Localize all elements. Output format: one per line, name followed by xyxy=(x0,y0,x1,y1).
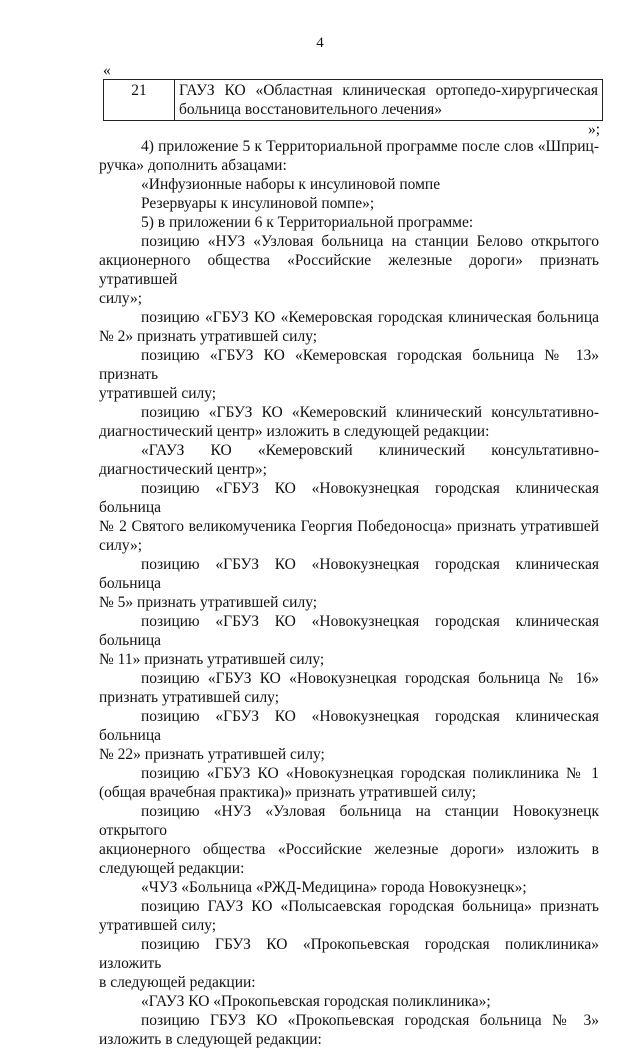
text-line: позицию «НУЗ «Узловая больница на станции Новокузнецк открытого xyxy=(99,803,599,839)
text-line: «ГАУЗ КО «Прокопьевская городская поликлиника»; xyxy=(141,993,491,1010)
text-line: акционерного общества «Российские железные дороги» признать утратившей xyxy=(99,252,599,288)
text-line: утратившей силу; xyxy=(99,917,217,934)
text-line: утратившей силу; xyxy=(99,385,217,402)
text-line: позицию «ГБУЗ КО «Новокузнецкая городская клиническая больница xyxy=(99,708,599,744)
text-line: позицию ГБУЗ КО «Прокопьевская городская поликлиника» изложить xyxy=(99,936,599,972)
opening-quote: « xyxy=(103,62,111,79)
text-line: позицию «ГБУЗ КО «Кемеровская городская клиническая больница xyxy=(141,309,599,326)
row-text-cell: ГАУЗ КО «Областная клиническая ортопедо-хирургическая больница восстановительного лечения» xyxy=(175,80,603,121)
text-line: «ЧУЗ «Больница «РЖД-Медицина» города Новокузнецк»; xyxy=(141,879,527,896)
text-line: № 22» признать утратившей силу; xyxy=(99,746,325,763)
text-line: № 5» признать утратившей силу; xyxy=(99,594,318,611)
text-line: «Инфузионные наборы к инсулиновой помпе xyxy=(141,176,441,193)
text-line: позицию «ГБУЗ КО «Новокузнецкая городская поликлиника № 1 xyxy=(141,765,599,782)
text-line: акционерного общества «Российские железные дороги» изложить в xyxy=(99,841,599,858)
text-line: позицию «ГБУЗ КО «Новокузнецкая городская клиническая больница xyxy=(99,480,599,516)
table-row xyxy=(104,80,603,121)
text-line: в следующей редакции: xyxy=(99,974,256,991)
text-line: № 2 Святого великомученика Георгия Победоносца» признать утратившей xyxy=(99,518,599,535)
body-text xyxy=(99,137,599,1049)
text-line: № 2» признать утратившей силу; xyxy=(99,328,318,345)
text-line: изложить в следующей редакции: xyxy=(99,1031,322,1048)
text-line: Резервуары к инсулиновой помпе»; xyxy=(141,195,375,212)
text-line: диагностический центр»; xyxy=(99,461,267,478)
text-line: № 11» признать утратившей силу; xyxy=(99,651,325,668)
text-line: позицию ГАУЗ КО «Полысаевская городская больница» признать xyxy=(141,898,599,915)
text-line: позицию ГБУЗ КО «Прокопьевская городская больница № 3» xyxy=(141,1012,599,1029)
text-line: «ГАУЗ КО «Кемеровский клинический консультативно- xyxy=(141,442,599,459)
text-line: позицию «ГБУЗ КО «Новокузнецкая городская клиническая больница xyxy=(99,556,599,592)
text-line: силу»; xyxy=(99,290,143,307)
text-line: диагностический центр» изложить в следующей редакции: xyxy=(99,423,490,440)
closing-quote: »; xyxy=(587,121,600,138)
text-line: 5) в приложении 6 к Территориальной программе: xyxy=(141,214,474,231)
text-line: позицию «ГБУЗ КО «Новокузнецкая городская больница № 16» xyxy=(141,670,599,687)
row-number-cell: 21 xyxy=(104,80,175,121)
text-line: ручка» дополнить абзацами: xyxy=(99,157,287,174)
amendment-table xyxy=(103,79,603,121)
page-number: 4 xyxy=(316,35,324,51)
text-line: позицию «НУЗ «Узловая больница на станции Белово открытого xyxy=(141,233,599,250)
text-line: позицию «ГБУЗ КО «Кемеровский клинический консультативно- xyxy=(141,404,599,421)
text-line: позицию «ГБУЗ КО «Новокузнецкая городская клиническая больница xyxy=(99,613,599,649)
text-line: следующей редакции: xyxy=(99,860,245,877)
text-line: 4) приложение 5 к Территориальной программе после слов «Шприц- xyxy=(141,138,599,155)
text-line: признать утратившей силу; xyxy=(99,689,280,706)
text-line: силу»; xyxy=(99,537,143,554)
text-line: позицию «ГБУЗ КО «Кемеровская городская больница № 13» признать xyxy=(99,347,599,383)
text-line: (общая врачебная практика)» признать утратившей силу; xyxy=(99,784,476,801)
